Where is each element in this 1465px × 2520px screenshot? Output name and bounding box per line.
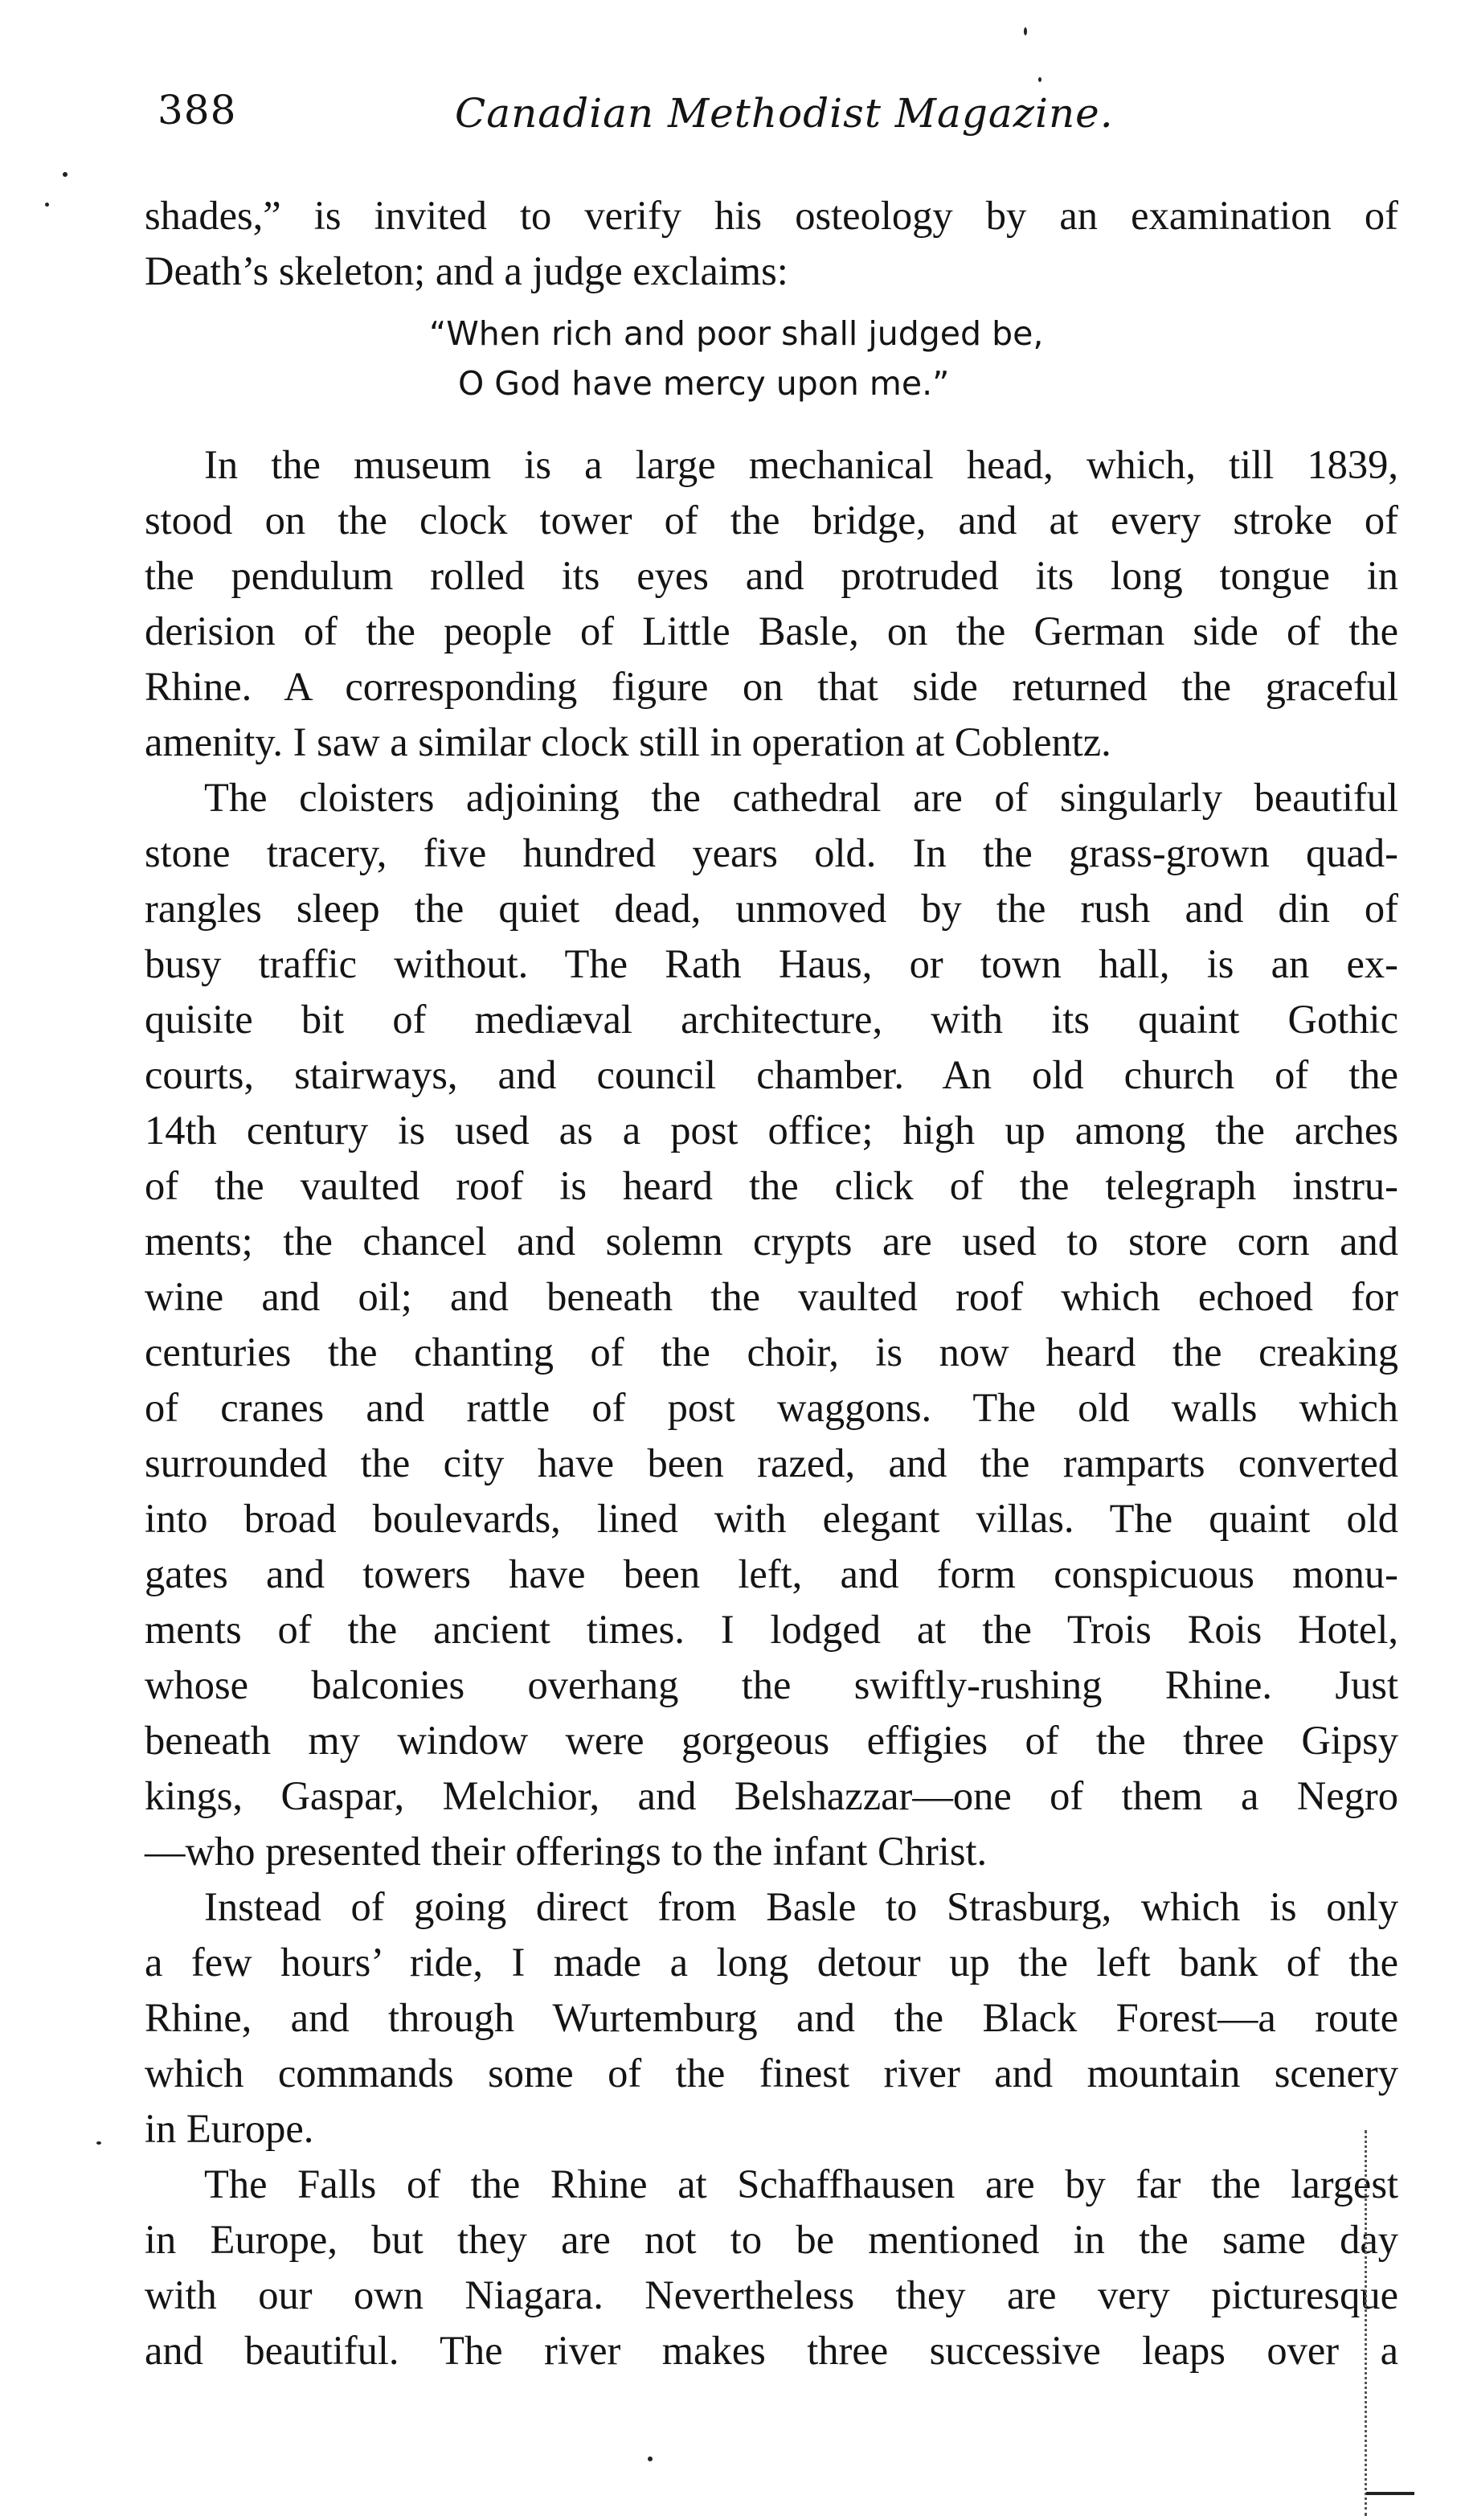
text-line: with our own Niagara. Nevertheless they are very picturesque — [145, 2272, 1398, 2317]
text-line: beneath my window were gorgeous effigies of the three Gipsy — [145, 1718, 1398, 1763]
paragraph-falls — [145, 2157, 1398, 2379]
text-line: shades,” is invited to verify his osteology by an examination of — [145, 193, 1398, 238]
scan-speck — [96, 2141, 101, 2145]
scan-speck — [63, 172, 68, 177]
scan-speck — [1024, 27, 1027, 35]
text-line: of the vaulted roof is heard the click of the telegraph instru- — [145, 1163, 1398, 1208]
text-line: which commands some of the finest river and mountain scenery — [145, 2051, 1398, 2096]
text-line: in Europe. — [145, 2106, 314, 2151]
text-line: ments; the chancel and solemn crypts are used to store corn and — [145, 1219, 1398, 1264]
page-header — [158, 87, 1403, 159]
scan-speck — [648, 2456, 653, 2461]
text-line: rangles sleep the quiet dead, unmoved by the rush and din of — [145, 886, 1398, 931]
scan-speck — [1038, 77, 1041, 82]
text-line: wine and oil; and beneath the vaulted roof which echoed for — [145, 1274, 1398, 1319]
text-line: Instead of going direct from Basle to Strasburg, which is only — [204, 1884, 1398, 1929]
page-edge-rule — [1365, 2130, 1367, 2516]
text-line: The Falls of the Rhine at Schaffhausen are by far the largest — [204, 2161, 1398, 2207]
scan-speck — [45, 203, 49, 207]
running-title: Canadian Methodist Magazine. — [455, 90, 1114, 137]
text-line: amenity. I saw a similar clock still in operation at Coblentz. — [145, 719, 1111, 764]
text-line: centuries the chanting of the choir, is now heard the creaking — [145, 1330, 1398, 1375]
text-line: The cloisters adjoining the cathedral are of singularly beautiful — [204, 775, 1398, 820]
text-line: surrounded the city have been razed, and the ramparts converted — [145, 1440, 1398, 1485]
paragraph-continued — [145, 188, 1398, 299]
text-line: the pendulum rolled its eyes and protruded its long tongue in — [145, 553, 1398, 598]
text-line: courts, stairways, and council chamber. An old church of the — [145, 1052, 1398, 1097]
text-line: busy traffic without. The Rath Haus, or town hall, is an ex- — [145, 941, 1398, 986]
text-line: into broad boulevards, lined with elegant villas. The quaint old — [145, 1496, 1398, 1541]
text-line: —who presented their offerings to the infant Christ. — [145, 1829, 988, 1874]
text-line: Death’s skeleton; and a judge exclaims: — [145, 248, 788, 293]
text-line: in Europe, but they are not to be mentioned in the same day — [145, 2217, 1398, 2262]
text-line: Rhine, and through Wurtemburg and the Black Forest—a route — [145, 1995, 1398, 2040]
text-line: whose balconies overhang the swiftly-rushing Rhine. Just — [145, 1662, 1398, 1707]
text-line: ments of the ancient times. I lodged at the Trois Rois Hotel, — [145, 1607, 1398, 1652]
text-line: stood on the clock tower of the bridge, and at every stroke of — [145, 498, 1398, 543]
text-line: a few hours’ ride, I made a long detour up the left bank of the — [145, 1940, 1398, 1985]
page-number: 388 — [158, 87, 237, 133]
quote-line: “When rich and poor shall judged be, — [429, 314, 1044, 353]
text-line: stone tracery, five hundred years old. In the grass-grown quad- — [145, 830, 1398, 875]
text-line: quisite bit of mediæval architecture, with its quaint Gothic — [145, 997, 1398, 1042]
text-line: 14th century is used as a post office; high up among the arches — [145, 1108, 1398, 1153]
text-line: In the museum is a large mechanical head, which, till 1839, — [204, 442, 1398, 487]
text-line: Rhine. A corresponding figure on that side returned the graceful — [145, 664, 1398, 709]
paragraph-detour — [145, 1879, 1398, 2157]
text-line: gates and towers have been left, and form conspicuous monu- — [145, 1551, 1398, 1596]
text-line: of cranes and rattle of post waggons. The old walls which — [145, 1385, 1398, 1430]
text-line: kings, Gaspar, Melchior, and Belshazzar—one of them a Negro — [145, 1773, 1398, 1818]
verse-quote — [145, 309, 1398, 408]
paragraph-cloisters — [145, 770, 1398, 1879]
quote-line: O God have mercy upon me.” — [458, 364, 950, 403]
body-text — [145, 188, 1398, 2379]
paragraph-museum — [145, 437, 1398, 770]
text-line: and beautiful. The river makes three successive leaps over a — [145, 2328, 1398, 2373]
text-line: derision of the people of Little Basle, on the German side of the — [145, 608, 1398, 654]
page-corner-mark — [1366, 2492, 1414, 2495]
